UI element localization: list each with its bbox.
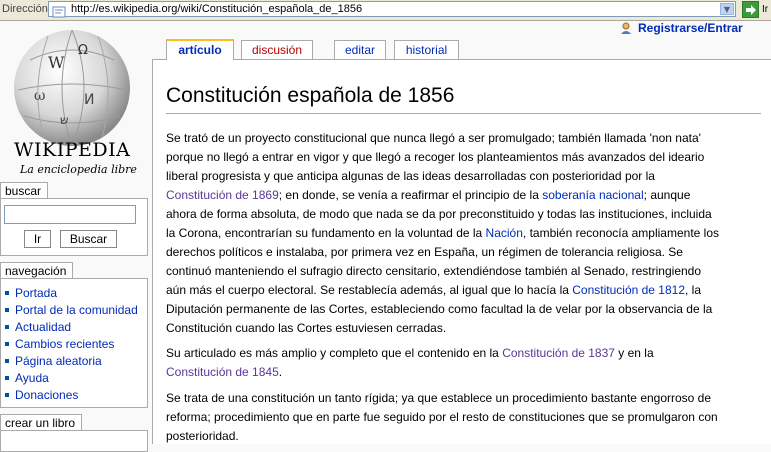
page-title: Constitución española de 1856 <box>166 84 455 107</box>
nav-item-portal-comunidad[interactable]: Portal de la comunidad <box>2 302 138 319</box>
title-divider <box>166 113 761 114</box>
search-heading: buscar <box>0 182 48 199</box>
text-line: liberal progresista y que anticipa algunas de las ideas desarrolladas con posterioridad por la <box>166 169 655 183</box>
text-line: Constitución de 1845. <box>166 365 283 379</box>
text-line: Constitución cuando las Cortes estuviesen cerradas. <box>166 321 447 335</box>
svg-text:ש: ש <box>60 113 69 127</box>
search-input[interactable] <box>4 205 136 224</box>
link-constitucion-1837[interactable]: Constitución de 1837 <box>502 346 615 360</box>
nav-item-pagina-aleatoria[interactable]: Página aleatoria <box>2 353 138 370</box>
create-book-panel <box>0 430 148 452</box>
text-line: la Corona, encontrarían su fundamento en la voluntad de la Nación, también reconocía ampliamente los <box>166 226 720 240</box>
link-constitucion-1812[interactable]: Constitución de 1812 <box>572 283 685 297</box>
address-label: Dirección <box>2 3 48 15</box>
text-line: Se trató de un proyecto constitucional que nunca llegó a ser promulgado; también llamada 'non nata' <box>166 131 701 145</box>
svg-text:W: W <box>48 53 65 72</box>
link-soberania-nacional[interactable]: soberanía nacional <box>542 188 644 202</box>
nav-item-donaciones[interactable]: Donaciones <box>2 387 138 404</box>
text-line: Constitución de 1869; en donde, se venía a reafirmar el principio de la soberanía nacional; aunque <box>166 188 691 202</box>
text-line: ahora de forma absoluta, de modo que nada se da por preconstituido y todas las instituciones, incluida <box>166 207 712 221</box>
address-url[interactable]: http://es.wikipedia.org/wiki/Constitución_española_de_1856 <box>71 3 363 15</box>
go-button[interactable]: Ir <box>24 230 51 248</box>
go-arrow-icon[interactable] <box>742 1 759 18</box>
link-constitucion-1845[interactable]: Constitución de 1845 <box>166 365 279 379</box>
tab-edit[interactable]: editar <box>334 40 386 59</box>
wikipedia-wordmark: WIKIPEDIA <box>14 139 131 161</box>
wikipedia-tagline: La enciclopedia libre <box>20 163 137 176</box>
paragraph-2 <box>166 344 766 382</box>
tab-article[interactable]: artículo <box>166 39 234 60</box>
svg-text:Ω: Ω <box>78 43 88 58</box>
nav-item-cambios-recientes[interactable]: Cambios recientes <box>2 336 138 353</box>
text-line: porque no llegó a entrar en vigor y que llegó a recoger los planteamientos más avanzados del ideario <box>166 150 705 164</box>
link-constitucion-1869[interactable]: Constitución de 1869 <box>166 188 279 202</box>
text-line: continuó manteniendo el sufragio directo censitario, extendiéndose también al Senado, restringiendo <box>166 264 702 278</box>
search-button[interactable]: Buscar <box>60 230 117 248</box>
tab-discussion[interactable]: discusión <box>241 40 313 59</box>
text-line: Se trata de una constitución un tanto rígida; ya que establece un procedimiento bastante engorroso de <box>166 391 712 405</box>
text-line: derechos políticos e instalaba, por primera vez en España, un régimen de tolerancia religiosa. Se <box>166 245 683 259</box>
svg-text:ω: ω <box>34 88 46 104</box>
navigation-list <box>2 285 138 404</box>
user-icon <box>620 22 632 34</box>
address-bar <box>0 0 771 21</box>
text-line: Su articulado es más amplio y completo que el contenido en la Constitución de 1837 y en la <box>166 346 654 360</box>
page-icon <box>52 3 66 15</box>
text-line: aún más el cuerpo electoral. Se restablecía además, al igual que lo hacía la Constitución de 1812, la <box>166 283 702 297</box>
paragraph-3 <box>166 389 766 446</box>
login-link[interactable]: Registrarse/Entrar <box>638 21 743 35</box>
nav-item-ayuda[interactable]: Ayuda <box>2 370 138 387</box>
paragraph-1 <box>166 129 766 338</box>
nav-item-portada[interactable]: Portada <box>2 285 138 302</box>
navigation-heading: navegación <box>0 262 73 279</box>
chevron-down-icon[interactable]: ▼ <box>720 3 734 15</box>
nav-item-actualidad[interactable]: Actualidad <box>2 319 138 336</box>
svg-text:И: И <box>84 92 95 108</box>
create-book-heading: crear un libro <box>0 414 82 431</box>
text-line: Diputación permanente de las Cortes, estableciendo como facultad la de velar por la observancia de la <box>166 302 713 316</box>
address-input[interactable] <box>48 1 736 17</box>
go-button-label[interactable]: Ir <box>762 4 769 15</box>
link-nacion[interactable]: Nación <box>485 226 523 240</box>
text-line: reforma; procedimiento que en parte fue seguido por el resto de constituciones que se promulgaron con <box>166 410 718 424</box>
tab-history[interactable]: historial <box>394 40 459 59</box>
text-line: posterioridad. <box>166 429 239 443</box>
